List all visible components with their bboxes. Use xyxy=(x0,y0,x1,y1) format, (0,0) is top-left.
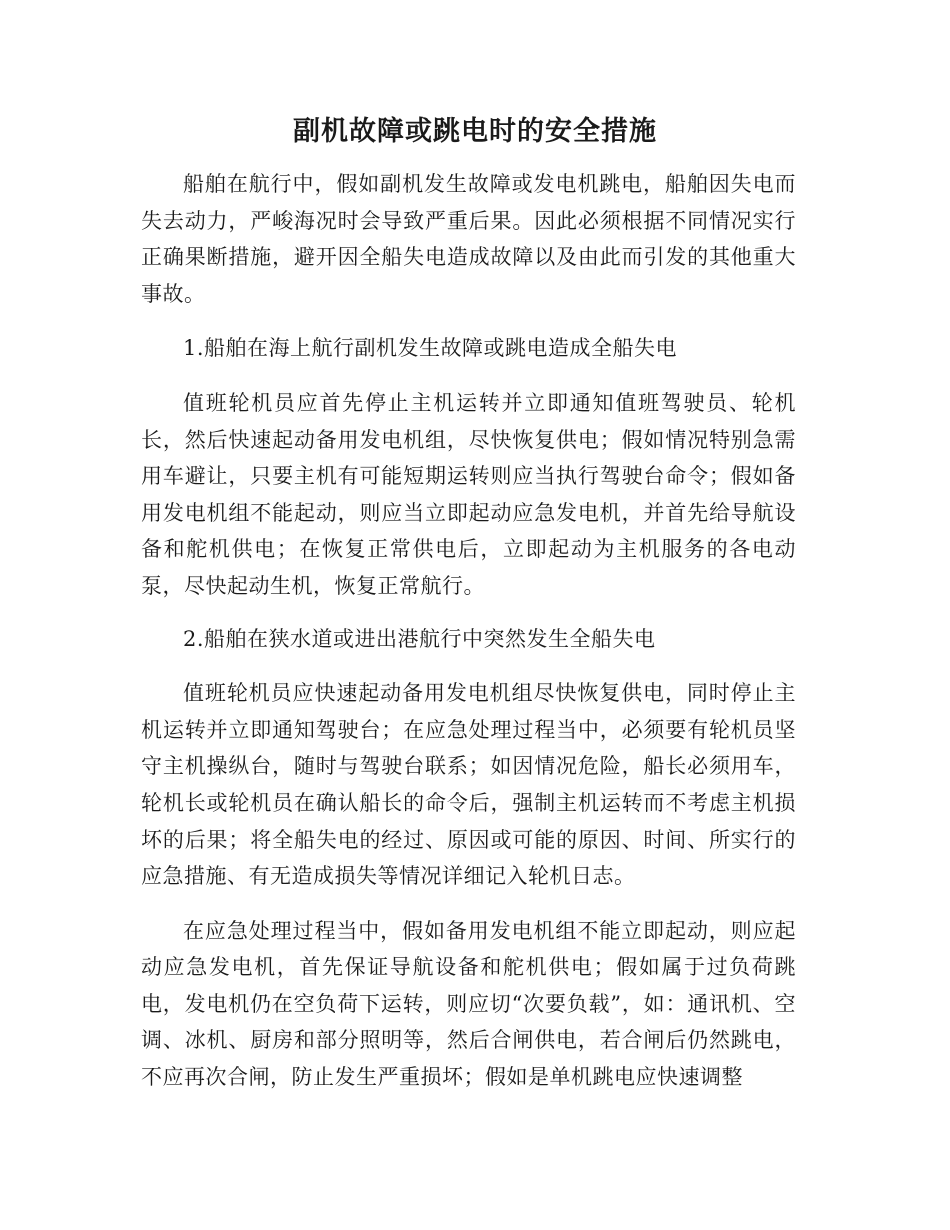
section-heading-1: 1.船舶在海上航行副机发生故障或跳电造成全船失电 xyxy=(183,336,678,361)
emergency-handling-paragraph: 在应急处理过程当中，假如备用发电机组不能立即起动，则应起动应急发电机，首先保证导航设备和舵机供电；假如属于过负荷跳电，发电机仍在空负荷下运转，则应切“次要负载”，如：通讯机、空调、冰机、厨房和部分照明等，然后合闸供电，若合闸后仍然跳电，不应再次合闸，防止发生严重损坏；假如是单机跳电应快速调整 xyxy=(141,918,796,1090)
section-2-paragraph: 值班轮机员应快速起动备用发电机组尽快恢复供电，同时停止主机运转并立即通知驾驶台；在应急处理过程当中，必须要有轮机员坚守主机操纵台，随时与驾驶台联系；如因情况危险，船长必须用车，轮机长或轮机员在确认船长的命令后，强制主机运转而不考虑主机损坏的后果；将全船失电的经过、原因或可能的原因、时间、所实行的应急措施、有无造成损失等情况详细记入轮机日志。 xyxy=(141,681,796,889)
section-heading-2: 2.船舶在狭水道或进出港航行中突然发生全船失电 xyxy=(183,626,656,651)
intro-paragraph: 船舶在航行中，假如副机发生故障或发电机跳电，船舶因失电而失去动力，严峻海况时会导致严重后果。因此必须根据不同情况实行正确果断措施，避开因全船失电造成故障以及由此而引发的其他重大事故。 xyxy=(141,172,796,306)
document-title: 副机故障或跳电时的安全措施 xyxy=(293,116,657,147)
section-1-paragraph: 值班轮机员应首先停止主机运转并立即通知值班驾驶员、轮机长，然后快速起动备用发电机组，尽快恢复供电；假如情况特别急需用车避让，只要主机有可能短期运转则应当执行驾驶台命令；假如备用发电机组不能起动，则应当立即起动应急发电机，并首先给导航设备和舵机供电；在恢复正常供电后，立即起动为主机服务的各电动泵，尽快起动生机，恢复正常航行。 xyxy=(141,390,796,598)
document-body xyxy=(141,166,796,1096)
